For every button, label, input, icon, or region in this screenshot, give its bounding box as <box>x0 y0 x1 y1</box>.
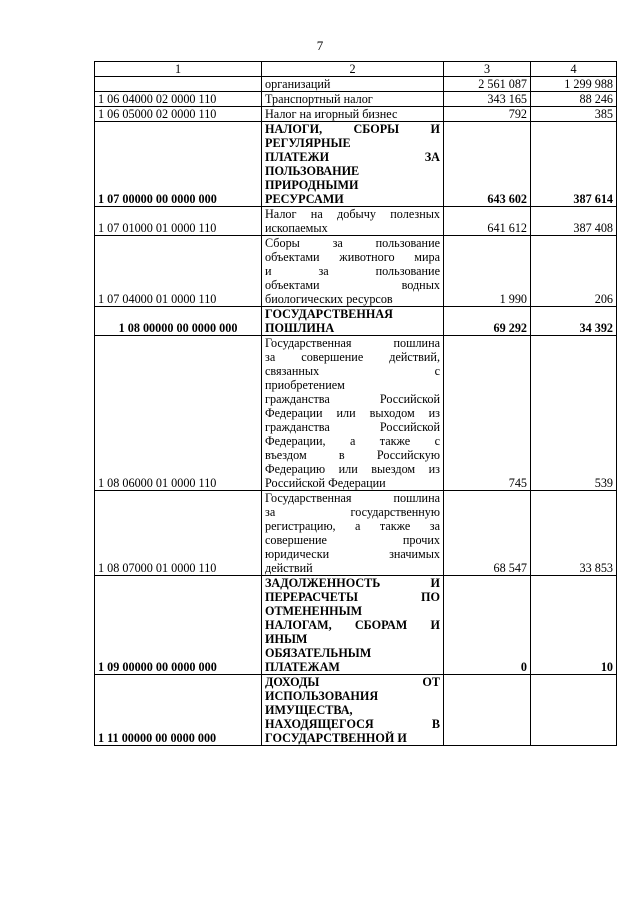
table-row <box>95 77 617 92</box>
row-name <box>262 491 444 576</box>
revenue-table <box>94 61 617 746</box>
row-value-col4 <box>531 675 617 746</box>
row-name-line: Федерации, а также с <box>265 434 440 448</box>
row-name-line: за государственную <box>265 505 440 519</box>
table-row <box>95 107 617 122</box>
table-row <box>95 307 617 336</box>
row-name <box>262 336 444 491</box>
row-value-col4: 387 614 <box>531 122 617 207</box>
row-name-line: объектами водных <box>265 278 440 292</box>
row-name <box>262 576 444 675</box>
row-name-line: Федерации или выходом из <box>265 406 440 420</box>
row-name-line: объектами животного мира <box>265 250 440 264</box>
page-number: 7 <box>316 38 324 53</box>
row-name-line: РЕСУРСАМИ <box>265 192 344 206</box>
row-name-line: ИСПОЛЬЗОВАНИЯ <box>265 689 379 703</box>
row-value-col3 <box>444 675 531 746</box>
row-value-col4: 206 <box>531 236 617 307</box>
row-name-line: Сборы за пользование <box>265 236 440 250</box>
row-name-line: организаций <box>265 77 331 91</box>
row-name-line: действий <box>265 561 313 575</box>
table-row <box>95 336 617 491</box>
row-name-line: ГОСУДАРСТВЕННОЙ И <box>265 731 407 745</box>
row-name-line: ПОЛЬЗОВАНИЕ <box>265 164 360 178</box>
row-code: 1 11 00000 00 0000 000 <box>95 675 262 746</box>
row-name-line: въездом в Российскую <box>265 448 440 462</box>
row-name-line: ПОШЛИНА <box>265 321 335 335</box>
row-value-col3: 68 547 <box>444 491 531 576</box>
row-code: 1 08 06000 01 0000 110 <box>95 336 262 491</box>
row-name-line: ИНЫМ <box>265 632 308 646</box>
table-row <box>95 491 617 576</box>
row-name-line: НАЛОГАМ, СБОРАМ И <box>265 618 440 632</box>
row-name-line: регистрацию, а также за <box>265 519 440 533</box>
row-name-line: ДОХОДЫ ОТ <box>265 675 440 689</box>
row-name-line: биологических ресурсов <box>265 292 393 306</box>
row-name-line: за совершение действий, <box>265 350 440 364</box>
row-name-line: Налог на игорный бизнес <box>265 107 398 121</box>
row-name-line: гражданства Российской <box>265 392 440 406</box>
header-col-2: 2 <box>262 62 444 77</box>
row-name-line: Транспортный налог <box>265 92 373 106</box>
row-name-line: ОТМЕНЕННЫМ <box>265 604 363 618</box>
row-name-line: НАХОДЯЩЕГОСЯ В <box>265 717 440 731</box>
row-name-line: гражданства Российской <box>265 420 440 434</box>
row-value-col3: 1 990 <box>444 236 531 307</box>
row-code: 1 07 00000 00 0000 000 <box>95 122 262 207</box>
row-value-col3: 643 602 <box>444 122 531 207</box>
row-name <box>262 107 444 122</box>
header-col-3: 3 <box>444 62 531 77</box>
row-name-line: ГОСУДАРСТВЕННАЯ <box>265 307 393 321</box>
row-value-col4: 539 <box>531 336 617 491</box>
row-name-line: ЗАДОЛЖЕННОСТЬ И <box>265 576 440 590</box>
table-row <box>95 92 617 107</box>
row-code: 1 06 05000 02 0000 110 <box>95 107 262 122</box>
row-name-line: связанных с <box>265 364 440 378</box>
header-col-1: 1 <box>95 62 262 77</box>
row-name-line: Налог на добычу полезных <box>265 207 440 221</box>
row-name <box>262 307 444 336</box>
row-value-col3: 343 165 <box>444 92 531 107</box>
table-header-row <box>95 62 617 77</box>
table-body <box>95 77 617 746</box>
row-value-col3: 0 <box>444 576 531 675</box>
row-value-col4: 88 246 <box>531 92 617 107</box>
row-name <box>262 236 444 307</box>
row-value-col3: 745 <box>444 336 531 491</box>
row-name-line: ОБЯЗАТЕЛЬНЫМ <box>265 646 372 660</box>
row-code: 1 08 07000 01 0000 110 <box>95 491 262 576</box>
row-name-line: Государственная пошлина <box>265 491 440 505</box>
row-value-col4: 385 <box>531 107 617 122</box>
row-name-line: ПЛАТЕЖИ ЗА <box>265 150 440 164</box>
row-name <box>262 675 444 746</box>
table-row <box>95 207 617 236</box>
table-row <box>95 675 617 746</box>
row-value-col4: 10 <box>531 576 617 675</box>
row-code: 1 08 00000 00 0000 000 <box>95 307 262 336</box>
row-name-line: ИМУЩЕСТВА, <box>265 703 353 717</box>
row-value-col4: 33 853 <box>531 491 617 576</box>
row-value-col3: 792 <box>444 107 531 122</box>
row-value-col4: 387 408 <box>531 207 617 236</box>
row-value-col4: 34 392 <box>531 307 617 336</box>
row-value-col3: 2 561 087 <box>444 77 531 92</box>
row-name-line: Федерацию или выездом из <box>265 462 440 476</box>
table-row <box>95 576 617 675</box>
row-code: 1 07 04000 01 0000 110 <box>95 236 262 307</box>
row-code: 1 09 00000 00 0000 000 <box>95 576 262 675</box>
row-name-line: ПЛАТЕЖАМ <box>265 660 340 674</box>
row-code: 1 07 01000 01 0000 110 <box>95 207 262 236</box>
row-name-line: Российской Федерации <box>265 476 386 490</box>
row-name-line: ископаемых <box>265 221 328 235</box>
row-name <box>262 207 444 236</box>
row-code <box>95 77 262 92</box>
row-value-col4: 1 299 988 <box>531 77 617 92</box>
row-name-line: Государственная пошлина <box>265 336 440 350</box>
row-name-line: приобретением <box>265 378 345 392</box>
row-name <box>262 122 444 207</box>
row-name-line: ПЕРЕРАСЧЕТЫ ПО <box>265 590 440 604</box>
row-name-line: ПРИРОДНЫМИ <box>265 178 359 192</box>
row-name-line: НАЛОГИ, СБОРЫ И <box>265 122 440 136</box>
row-name-line: юридически значимых <box>265 547 440 561</box>
table-row <box>95 122 617 207</box>
row-value-col3: 69 292 <box>444 307 531 336</box>
row-name-line: и за пользование <box>265 264 440 278</box>
header-col-4: 4 <box>531 62 617 77</box>
row-name <box>262 92 444 107</box>
row-name <box>262 77 444 92</box>
row-value-col3: 641 612 <box>444 207 531 236</box>
row-name-line: РЕГУЛЯРНЫЕ <box>265 136 351 150</box>
row-code: 1 06 04000 02 0000 110 <box>95 92 262 107</box>
row-name-line: совершение прочих <box>265 533 440 547</box>
table-row <box>95 236 617 307</box>
